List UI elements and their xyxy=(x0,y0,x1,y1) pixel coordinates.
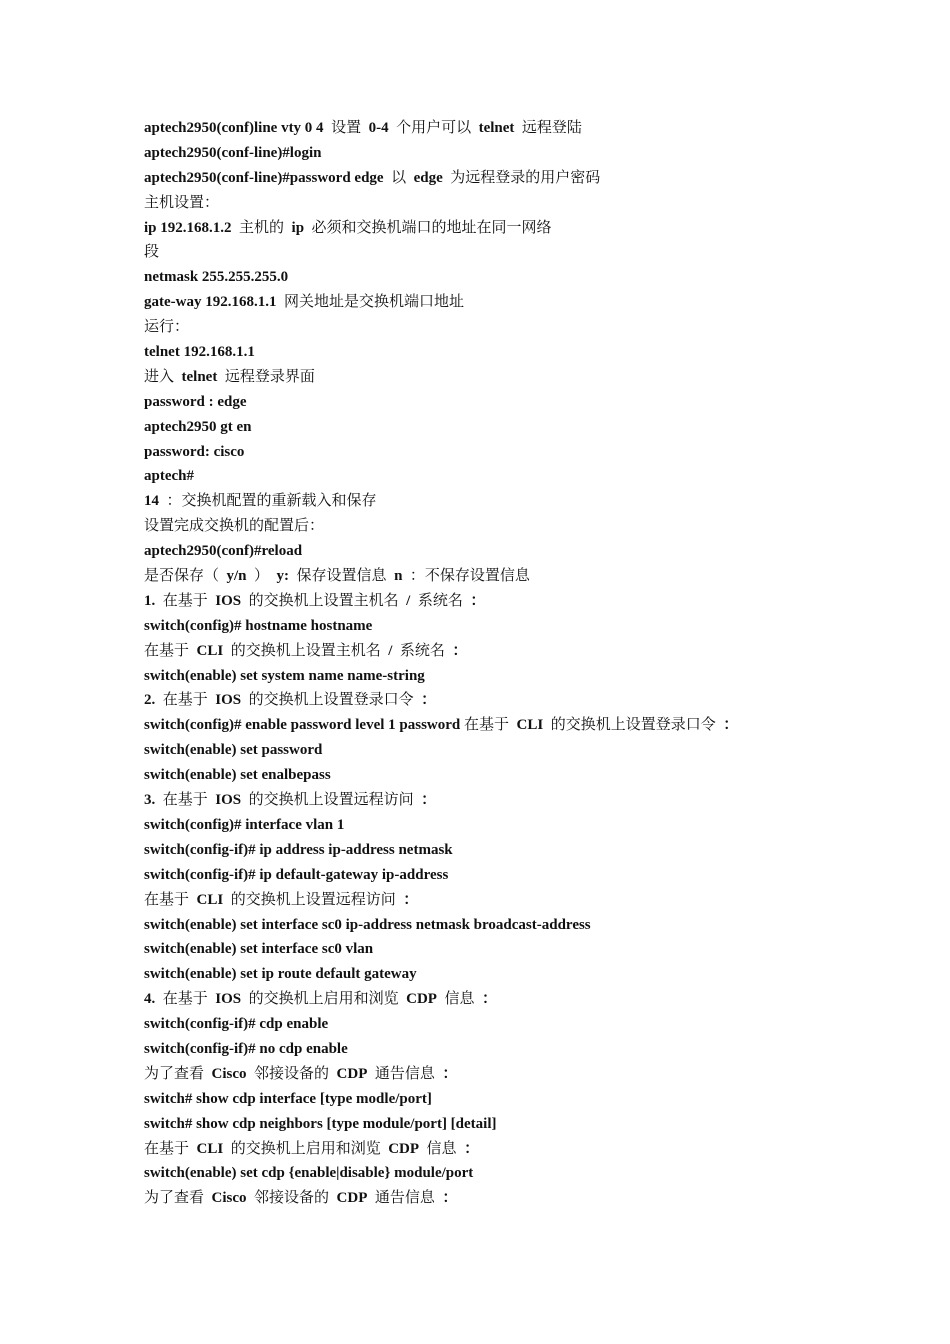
bold-text: switch(enable) set interface sc0 vlan xyxy=(144,941,374,958)
bold-text: ip 192.168.1.2 xyxy=(144,219,232,236)
bold-text: y: xyxy=(276,568,290,585)
bold-text: telnet 192.168.1.1 xyxy=(144,344,255,361)
bold-text: CLI xyxy=(196,642,224,659)
bold-text: ： xyxy=(723,717,739,734)
text-line xyxy=(144,315,924,340)
bold-text: CLI xyxy=(516,717,544,734)
bold-text: ： xyxy=(464,1140,480,1157)
text-line xyxy=(144,639,924,664)
text-line xyxy=(144,415,924,440)
plain-text: 段 xyxy=(144,244,160,261)
text-line xyxy=(144,290,924,315)
text-line xyxy=(144,962,924,987)
bold-text: switch(enable) set ip route default gateway xyxy=(144,966,417,983)
text-line xyxy=(144,141,924,166)
text-line xyxy=(144,688,924,713)
bold-text: switch(config-if)# no cdp enable xyxy=(144,1040,348,1057)
plain-text: 的交换机上设置远程访问 xyxy=(241,792,422,809)
bold-text: y/n xyxy=(226,568,247,585)
text-line xyxy=(144,1137,924,1162)
plain-text: 为了查看 xyxy=(144,1065,212,1082)
plain-text: 通告信息 xyxy=(367,1190,443,1207)
bold-text: ： xyxy=(421,692,437,709)
plain-text: 为远程登录的用户密码 xyxy=(442,169,601,186)
text-line xyxy=(144,813,924,838)
text-line xyxy=(144,713,924,738)
plain-text: 远程登录界面 xyxy=(217,368,315,385)
plain-text: ） xyxy=(246,568,277,585)
bold-text: switch(enable) set password xyxy=(144,742,323,759)
text-line xyxy=(144,788,924,813)
text-line xyxy=(144,390,924,415)
plain-text: 系统名 xyxy=(392,642,453,659)
plain-text: 运行： xyxy=(144,319,190,336)
text-line xyxy=(144,1186,924,1211)
bold-text: aptech2950(conf-line)#login xyxy=(144,144,322,161)
text-line xyxy=(144,738,924,763)
bold-text: ： xyxy=(481,991,497,1008)
text-line xyxy=(144,838,924,863)
bold-text: 14 xyxy=(144,493,159,510)
bold-text: edge xyxy=(413,169,443,186)
text-line xyxy=(144,240,924,265)
plain-text: 信息 xyxy=(436,991,482,1008)
text-line xyxy=(144,340,924,365)
plain-text: 在基于 xyxy=(155,692,216,709)
text-line xyxy=(144,1012,924,1037)
bold-text: password : edge xyxy=(144,393,247,410)
plain-text: 远程登陆 xyxy=(514,120,582,136)
plain-text: 设置完成交换机的配置后： xyxy=(144,518,325,535)
bold-text: switch# show cdp neighbors [type module/port] [detail] xyxy=(144,1115,497,1132)
bold-text: switch(config)# interface vlan 1 xyxy=(144,816,345,833)
bold-text: aptech2950(conf)line vty 0 4 xyxy=(144,120,324,136)
text-line xyxy=(144,589,924,614)
text-line xyxy=(144,564,924,589)
bold-text: 2. xyxy=(144,692,156,709)
text-line xyxy=(144,539,924,564)
document-body xyxy=(144,116,924,1211)
bold-text: 4. xyxy=(144,991,156,1008)
plain-text: 保存设置信息 xyxy=(289,568,395,585)
plain-text: 在基于 xyxy=(155,792,216,809)
text-line xyxy=(144,763,924,788)
bold-text: CDP xyxy=(406,991,437,1008)
bold-text: CLI xyxy=(196,1140,224,1157)
text-line xyxy=(144,265,924,290)
bold-text: password: cisco xyxy=(144,443,245,460)
bold-text: IOS xyxy=(215,692,242,709)
bold-text: netmask 255.255.255.0 xyxy=(144,269,289,286)
plain-text: 个用户可以 xyxy=(388,120,479,136)
plain-text: 系统名 xyxy=(410,592,471,609)
bold-text: telnet xyxy=(181,368,218,385)
bold-text: 0-4 xyxy=(368,120,389,136)
bold-text: CDP xyxy=(388,1140,420,1157)
text-line xyxy=(144,216,924,241)
plain-text: 邻接设备的 xyxy=(246,1190,337,1207)
plain-text: 网关地址是交换机端口地址 xyxy=(276,294,464,311)
text-line xyxy=(144,1087,924,1112)
bold-text: ： xyxy=(442,1190,458,1207)
plain-text: 的交换机上设置远程访问 xyxy=(223,891,404,908)
text-line xyxy=(144,191,924,216)
bold-text: switch(enable) set enalbepass xyxy=(144,767,331,784)
text-line xyxy=(144,913,924,938)
bold-text: n xyxy=(394,568,403,585)
text-line xyxy=(144,489,924,514)
plain-text: ：不保存设置信息 xyxy=(402,568,530,585)
bold-text: ip xyxy=(291,219,305,236)
bold-text: switch(config-if)# ip address ip-address netmask xyxy=(144,841,453,858)
bold-text: switch(config-if)# cdp enable xyxy=(144,1016,329,1033)
bold-text: switch(config)# hostname hostname xyxy=(144,617,373,634)
bold-text: ： xyxy=(421,792,437,809)
text-line xyxy=(144,937,924,962)
plain-text: 进入 xyxy=(144,368,182,385)
text-line xyxy=(144,987,924,1012)
bold-text: switch(config)# enable password level 1 password xyxy=(144,717,461,734)
bold-text: switch(config-if)# ip default-gateway ip-address xyxy=(144,866,449,883)
text-line xyxy=(144,166,924,191)
text-line xyxy=(144,1062,924,1087)
plain-text: 设置 xyxy=(323,120,369,136)
bold-text: CDP xyxy=(336,1190,368,1207)
plain-text: 在基于 xyxy=(155,592,216,609)
bold-text: switch# show cdp interface [type modle/port] xyxy=(144,1090,432,1107)
text-line xyxy=(144,888,924,913)
bold-text: gate-way 192.168.1.1 xyxy=(144,294,277,311)
text-line xyxy=(144,464,924,489)
bold-text: switch(enable) set interface sc0 ip-address netmask broadcast-address xyxy=(144,916,591,933)
plain-text: 在基于 xyxy=(144,891,197,908)
text-line xyxy=(144,116,924,141)
bold-text: IOS xyxy=(215,592,242,609)
plain-text: 在基于 xyxy=(460,717,517,734)
text-line xyxy=(144,664,924,689)
text-line xyxy=(144,365,924,390)
plain-text: ：交换机配置的重新载入和保存 xyxy=(159,493,377,510)
text-line xyxy=(144,863,924,888)
plain-text: 邻接设备的 xyxy=(246,1065,337,1082)
plain-text: 在基于 xyxy=(144,642,197,659)
bold-text: CLI xyxy=(196,891,224,908)
bold-text: switch(enable) set cdp {enable|disable} module/port xyxy=(144,1165,474,1182)
plain-text: 的交换机上设置登录口令 xyxy=(241,692,422,709)
plain-text: 在基于 xyxy=(144,1140,197,1157)
bold-text: aptech2950(conf)#reload xyxy=(144,543,303,560)
bold-text: / xyxy=(388,642,393,659)
bold-text: ： xyxy=(442,1065,458,1082)
text-line xyxy=(144,1112,924,1137)
bold-text: ： xyxy=(452,642,468,659)
plain-text: 为了查看 xyxy=(144,1190,212,1207)
bold-text: aptech2950(conf-line)#password edge xyxy=(144,169,384,186)
plain-text: 以 xyxy=(383,169,414,186)
bold-text: CDP xyxy=(336,1065,368,1082)
plain-text: 必须和交换机端口的地址在同一网络 xyxy=(304,219,552,236)
bold-text: aptech# xyxy=(144,468,194,485)
plain-text: 在基于 xyxy=(155,991,216,1008)
bold-text: 3. xyxy=(144,792,156,809)
plain-text: 是否保存（ xyxy=(144,568,227,585)
bold-text: IOS xyxy=(215,991,242,1008)
plain-text: 主机设置： xyxy=(144,194,220,211)
bold-text: switch(enable) set system name name-string xyxy=(144,667,425,684)
text-line xyxy=(144,514,924,539)
text-line xyxy=(144,1037,924,1062)
bold-text: ： xyxy=(470,592,486,609)
plain-text: 通告信息 xyxy=(367,1065,443,1082)
plain-text: 的交换机上设置主机名 xyxy=(223,642,389,659)
plain-text: 信息 xyxy=(419,1140,465,1157)
bold-text: aptech2950 gt en xyxy=(144,418,252,435)
plain-text: 主机的 xyxy=(231,219,292,236)
bold-text: Cisco xyxy=(211,1065,247,1082)
text-line xyxy=(144,440,924,465)
bold-text: / xyxy=(406,592,411,609)
bold-text: IOS xyxy=(215,792,242,809)
bold-text: Cisco xyxy=(211,1190,247,1207)
bold-text: 1. xyxy=(144,592,156,609)
plain-text: 的交换机上启用和浏览 xyxy=(223,1140,389,1157)
plain-text: 的交换机上设置登录口令 xyxy=(543,717,724,734)
bold-text: telnet xyxy=(478,120,515,136)
text-line xyxy=(144,1161,924,1186)
text-line xyxy=(144,614,924,639)
plain-text: 的交换机上设置主机名 xyxy=(241,592,407,609)
plain-text: 的交换机上启用和浏览 xyxy=(241,991,407,1008)
bold-text: ： xyxy=(403,891,419,908)
